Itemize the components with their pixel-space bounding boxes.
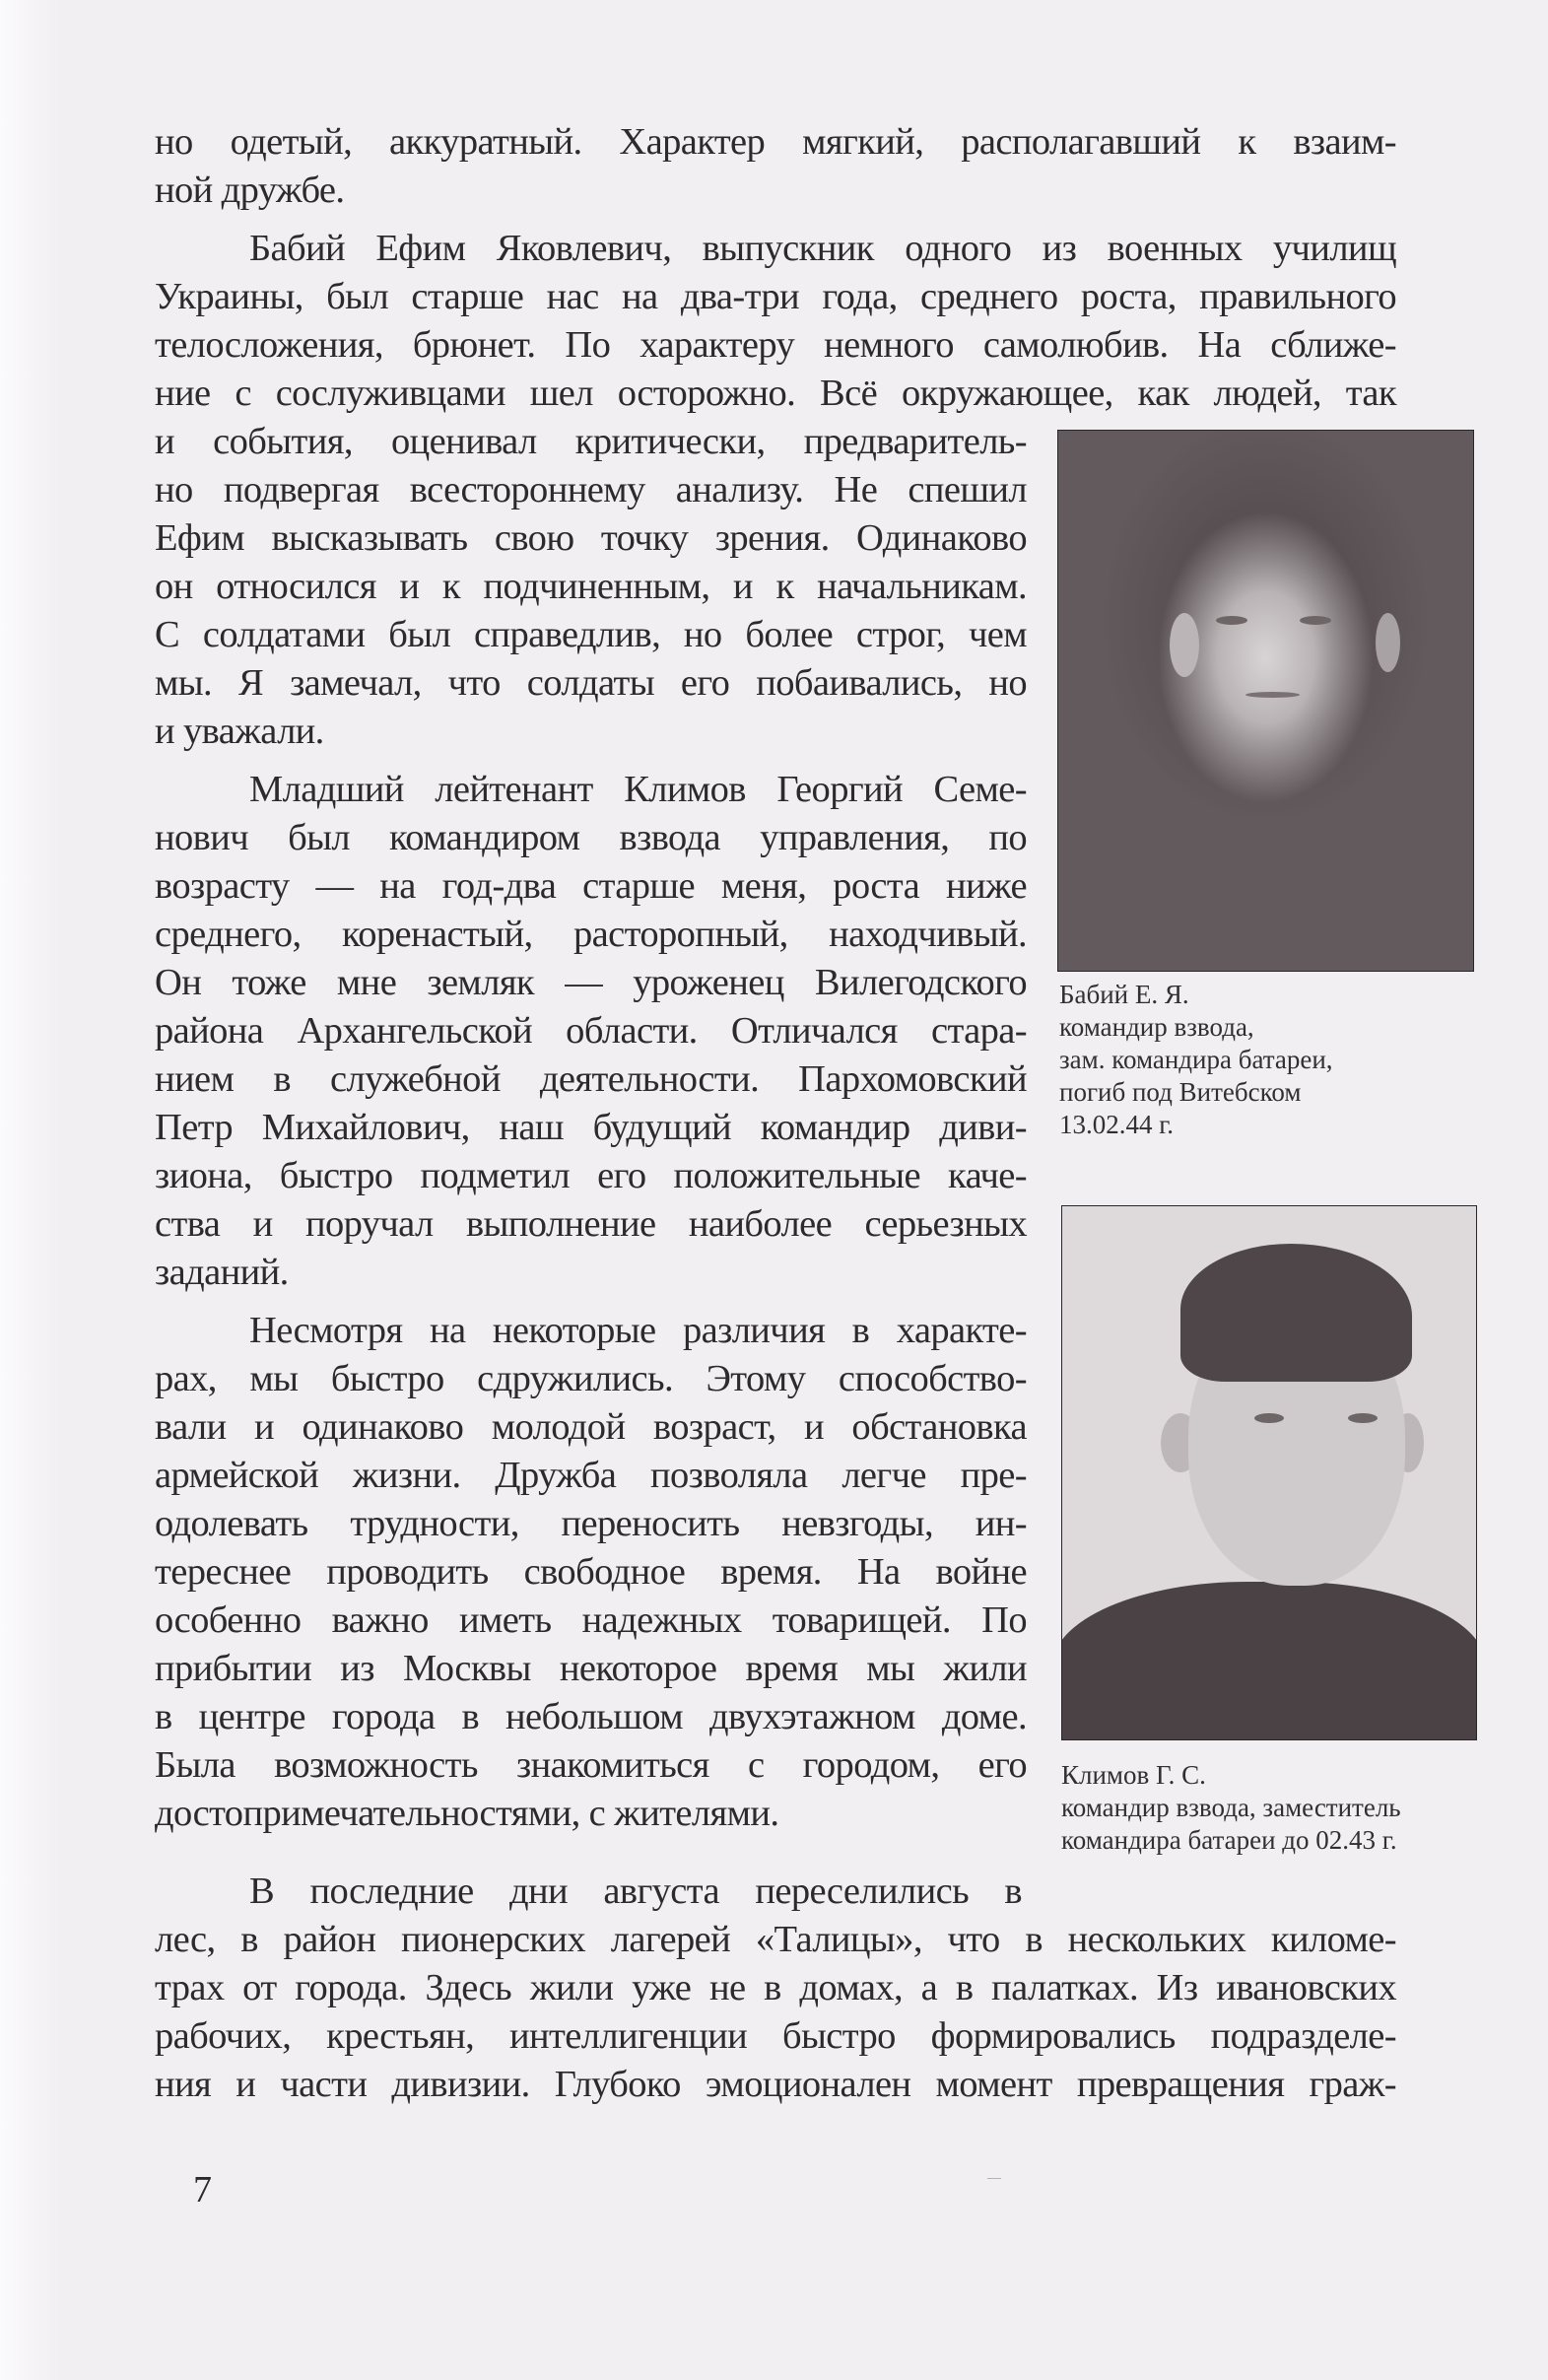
caption-line: погиб под Витебском bbox=[1059, 1077, 1302, 1107]
text-line: Несмотря на некоторые различия в характе- bbox=[249, 1310, 1027, 1351]
portrait-photo-babiy bbox=[1057, 430, 1474, 972]
text-line: вали и одинаково молодой возраст, и обстановка bbox=[155, 1406, 1027, 1448]
text-line: достопримечательностями, с жителями. bbox=[155, 1793, 779, 1834]
caption-line: командир взвода, bbox=[1059, 1012, 1254, 1042]
text-line: особенно важно иметь надежных товарищей. По bbox=[155, 1599, 1027, 1641]
text-line: ства и поручал выполнение наиболее серьезных bbox=[155, 1203, 1027, 1245]
text-line: Была возможность знакомиться с городом, его bbox=[155, 1744, 1027, 1786]
text-line: рах, мы быстро сдружились. Этому способство- bbox=[155, 1358, 1027, 1399]
text-line: Петр Михайлович, наш будущий командир диви- bbox=[155, 1107, 1027, 1148]
photo-detail bbox=[1348, 1413, 1378, 1423]
text-line: С солдатами был справедлив, но более строг, чем bbox=[155, 614, 1027, 655]
text-line: одолевать трудности, переносить невзгоды, ин- bbox=[155, 1503, 1027, 1544]
photo-detail bbox=[1216, 616, 1247, 625]
text-line: прибытии из Москвы некоторое время мы жили bbox=[155, 1648, 1027, 1689]
text-line: мы. Я замечал, что солдаты его побаивались, но bbox=[155, 662, 1027, 704]
text-line: ной дружбе. bbox=[155, 170, 345, 211]
caption-line: Бабий Е. Я. bbox=[1059, 980, 1189, 1009]
caption-line: Климов Г. С. bbox=[1061, 1760, 1206, 1790]
text-line: тереснее проводить свободное время. На войне bbox=[155, 1551, 1027, 1593]
text-line: но подвергая всестороннему анализу. Не спешил bbox=[155, 469, 1027, 510]
caption-line: командира батареи до 02.43 г. bbox=[1061, 1825, 1397, 1855]
text-line: нович был командиром взвода управления, по bbox=[155, 817, 1027, 858]
text-line: но одетый, аккуратный. Характер мягкий, располагавший к взаим- bbox=[155, 121, 1396, 163]
text-line: зиона, быстро подметил его положительные каче- bbox=[155, 1155, 1027, 1196]
text-line: в центре города в небольшом двухэтажном доме. bbox=[155, 1696, 1027, 1737]
photo-detail bbox=[1061, 1582, 1477, 1740]
photo-detail bbox=[1180, 1244, 1412, 1382]
text-line: лес, в район пионерских лагерей «Талицы», что в нескольких киломе- bbox=[155, 1919, 1396, 1960]
caption-line: 13.02.44 г. bbox=[1059, 1110, 1175, 1139]
text-line: трах от города. Здесь жили уже не в домах, а в палатках. Из ивановских bbox=[155, 1967, 1396, 2008]
print-mark bbox=[987, 2178, 1001, 2179]
photo-caption-klimov bbox=[1061, 1759, 1401, 1857]
photo-detail bbox=[1300, 616, 1331, 625]
photo-detail bbox=[1245, 692, 1300, 698]
text-line: ния и части дивизии. Глубоко эмоционален момент превращения граж- bbox=[155, 2064, 1396, 2105]
text-line: рабочих, крестьян, интеллигенции быстро формировались подразделе- bbox=[155, 2015, 1396, 2057]
text-line: он относился и к подчиненным, и к начальникам. bbox=[155, 566, 1027, 607]
text-line: заданий. bbox=[155, 1252, 289, 1293]
text-line: нием в служебной деятельности. Пархомовский bbox=[155, 1058, 1027, 1100]
caption-line: зам. командира батареи, bbox=[1059, 1045, 1333, 1074]
text-line: Ефим высказывать свою точку зрения. Одинаково bbox=[155, 517, 1027, 559]
text-line: и уважали. bbox=[155, 711, 324, 752]
text-line: В последние дни августа переселились в bbox=[249, 1870, 1022, 1912]
text-line: Бабий Ефим Яковлевич, выпускник одного из военных училищ bbox=[249, 228, 1396, 269]
photo-detail bbox=[1376, 613, 1400, 672]
photo-caption-babiy bbox=[1059, 979, 1333, 1141]
text-line: Младший лейтенант Климов Георгий Семе- bbox=[249, 769, 1027, 810]
text-line: района Архангельской области. Отличался стара- bbox=[155, 1010, 1027, 1052]
page-number: 7 bbox=[193, 2169, 212, 2210]
text-line: возрасту — на год-два старше меня, роста ниже bbox=[155, 865, 1027, 907]
photo-detail bbox=[1254, 1413, 1284, 1423]
photo-detail bbox=[1170, 613, 1199, 677]
text-line: ние с сослуживцами шел осторожно. Всё окружающее, как людей, так bbox=[155, 373, 1396, 414]
text-line: Украины, был старше нас на два-три года, среднего роста, правильного bbox=[155, 276, 1396, 317]
page-edge-shade bbox=[0, 0, 59, 2380]
portrait-photo-klimov bbox=[1061, 1205, 1477, 1740]
text-line: армейской жизни. Дружба позволяла легче пре- bbox=[155, 1455, 1027, 1496]
text-line: Он тоже мне земляк — уроженец Вилегодского bbox=[155, 962, 1027, 1003]
text-line: и события, оценивал критически, предваритель- bbox=[155, 421, 1027, 462]
caption-line: командир взвода, заместитель bbox=[1061, 1793, 1401, 1822]
text-line: телосложения, брюнет. По характеру немного самолюбив. На сближе- bbox=[155, 324, 1396, 366]
text-line: среднего, коренастый, расторопный, находчивый. bbox=[155, 914, 1027, 955]
